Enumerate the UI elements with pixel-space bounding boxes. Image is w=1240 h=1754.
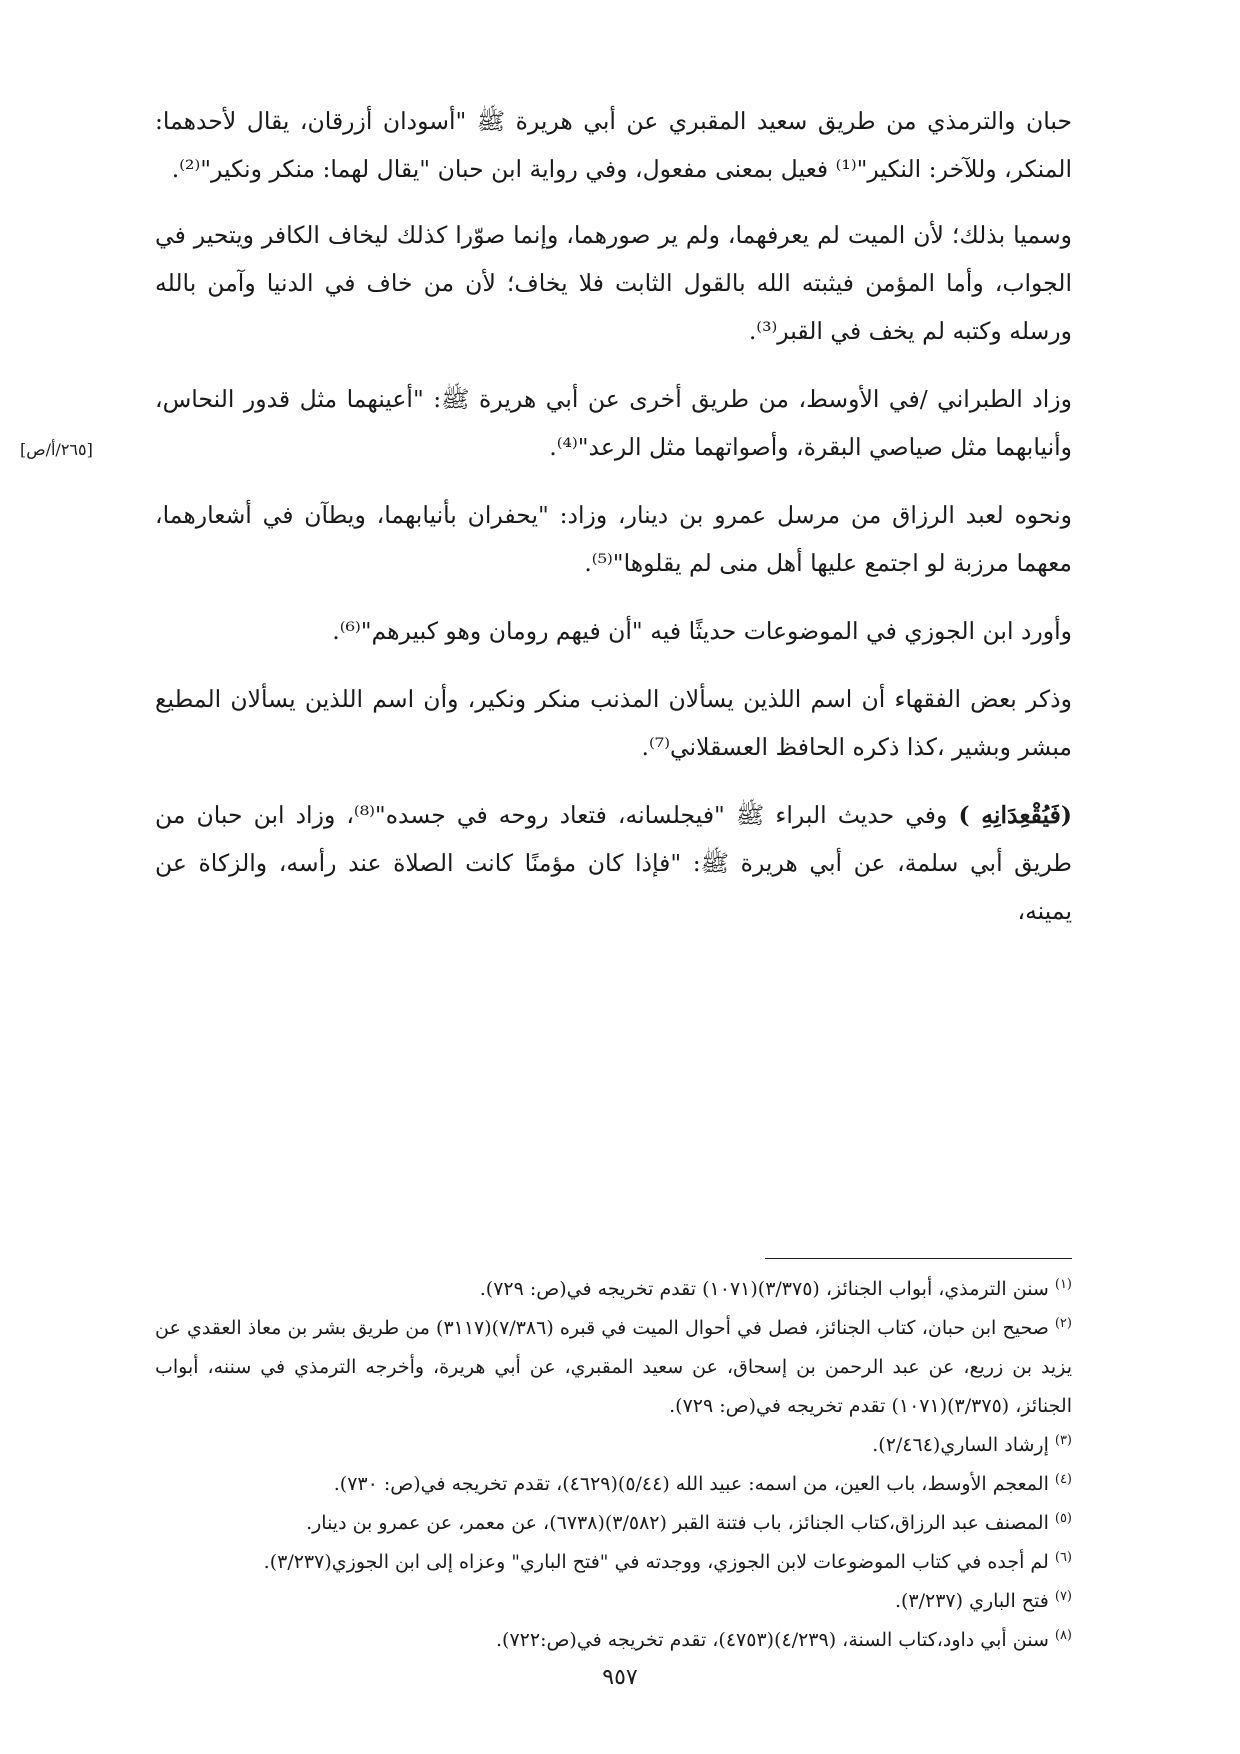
footnote-number: (٣) [1054,1432,1072,1448]
paragraph-6: وذكر بعض الفقهاء أن اسم اللذين يسألان المذنب منكر ونكير، وأن اسم اللذين يسألان المطيع مبشر وبشير ،كذا ذكره الحافظ العسقلاني⁽⁷⁾. [155,685,1072,761]
main-text [155,97,1072,955]
paragraph-7-text: وفي حديث البراء ﷺ "فيجلسانه، فتعاد روحه في جسده"⁽⁸⁾، وزاد ابن حبان من طريق أبي سلمة، عن أبي هريرة ﷺ: "فإذا كان مؤمنًا كانت الصلاة عند رأسه، والزكاة عن يمينه، [155,801,1072,925]
footnote-number: (٢) [1054,1315,1072,1331]
footnote-text: سنن الترمذي، أبواب الجنائز، (٣/٣٧٥)(١٠٧١) تقدم تخريجه في(ص: ٧٢٩). [479,1278,1049,1300]
footnote-number: (٨) [1054,1627,1072,1643]
paragraph-1: حبان والترمذي من طريق سعيد المقبري عن أبي هريرة ﷺ "أسودان أزرقان، يقال لأحدهما: المنكر، وللآخر: النكير"⁽¹⁾ فعيل بمعنى مفعول، وفي رواية ابن حبان "يقال لهما: منكر ونكير"⁽²⁾. [155,107,1072,183]
footnote-2 [155,1309,1072,1426]
footnote-4 [155,1465,1072,1504]
footnote-text: صحيح ابن حبان، كتاب الجنائز، فصل في أحوال الميت في قبره (٧/٣٨٦)(٣١١٧) من طريق بشر بن معاذ العقدي عن يزيد بن زريع، عن عبد الرحمن بن إسحاق، عن سعيد المقبري، عن أبي هريرة، وأخرجه الترمذي في سننه، أبواب الجنائز، (٣/٣٧٥)(١٠٧١) تقدم تخريجه في(ص: ٧٢٩). [155,1317,1072,1417]
manuscript-folio-note: [٢٦٥/أ/ص] [20,440,93,459]
footnote-text: المصنف عبد الرزاق،كتاب الجنائز، باب فتنة القبر (٣/٥٨٢)(٦٧٣٨)، عن معمر، عن عمرو بن دينار. [306,1512,1049,1534]
paragraph-7 [155,791,1072,935]
footnote-7 [155,1582,1072,1621]
footnote-6 [155,1543,1072,1582]
footnote-text: المعجم الأوسط، باب العين، من اسمه: عبيد الله (٥/٤٤)(٤٦٢٩)، تقدم تخريجه في(ص: ٧٣٠). [333,1473,1049,1495]
footnote-number: (٥) [1054,1510,1072,1526]
footnote-number: (٤) [1054,1471,1072,1487]
footnote-5 [155,1504,1072,1543]
footnote-text: فتح الباري (٣/٢٣٧). [894,1590,1049,1612]
quoted-term: (فَيُقْعِدَانِهِ ) [958,801,1072,829]
footnote-8 [155,1621,1072,1660]
footnote-text: إرشاد الساري(٢/٤٦٤). [872,1434,1049,1456]
page-number: ٩٥٧ [602,1665,638,1690]
footnote-number: (٧) [1054,1588,1072,1604]
footnote-1 [155,1270,1072,1309]
footnotes [155,1270,1072,1660]
paragraph-2: وسميا بذلك؛ لأن الميت لم يعرفهما، ولم ير صورهما، وإنما صوّرا كذلك ليخاف الكافر ويتحير في الجواب، وأما المؤمن فيثبته الله بالقول الثابت فلا يخاف؛ لأن من خاف في الدنيا وآمن بالله ورسله وكتبه لم يخف في القبر⁽³⁾. [155,221,1072,345]
footnote-number: (١) [1054,1276,1072,1292]
footnote-number: (٦) [1054,1549,1072,1565]
paragraph-4: ونحوه لعبد الرزاق من مرسل عمرو بن دينار، وزاد: "يحفران بأنيابهما، ويطآن في أشعارهما، معهما مرزبة لو اجتمع عليها أهل منى لم يقلوها"⁽⁵⁾. [155,501,1072,577]
paragraph-5: وأورد ابن الجوزي في الموضوعات حديثًا فيه "أن فيهم رومان وهو كبيرهم"⁽⁶⁾. [332,617,1072,645]
footnote-text: سنن أبي داود،كتاب السنة، (٤/٢٣٩)(٤٧٥٣)، تقدم تخريجه في(ص:٧٢٢). [495,1629,1049,1651]
footnote-3 [155,1426,1072,1465]
paragraph-3: وزاد الطبراني /في الأوسط، من طريق أخرى عن أبي هريرة ﷺ: "أعينهما مثل قدور النحاس، وأنيابهما مثل صياصي البقرة، وأصواتهما مثل الرعد"⁽⁴⁾. [155,385,1072,461]
footnote-separator [765,1258,1072,1259]
footnote-text: لم أجده في كتاب الموضوعات لابن الجوزي، ووجدته في "فتح الباري" وعزاه إلى ابن الجوزي(٣/٢٣٧). [263,1551,1049,1573]
